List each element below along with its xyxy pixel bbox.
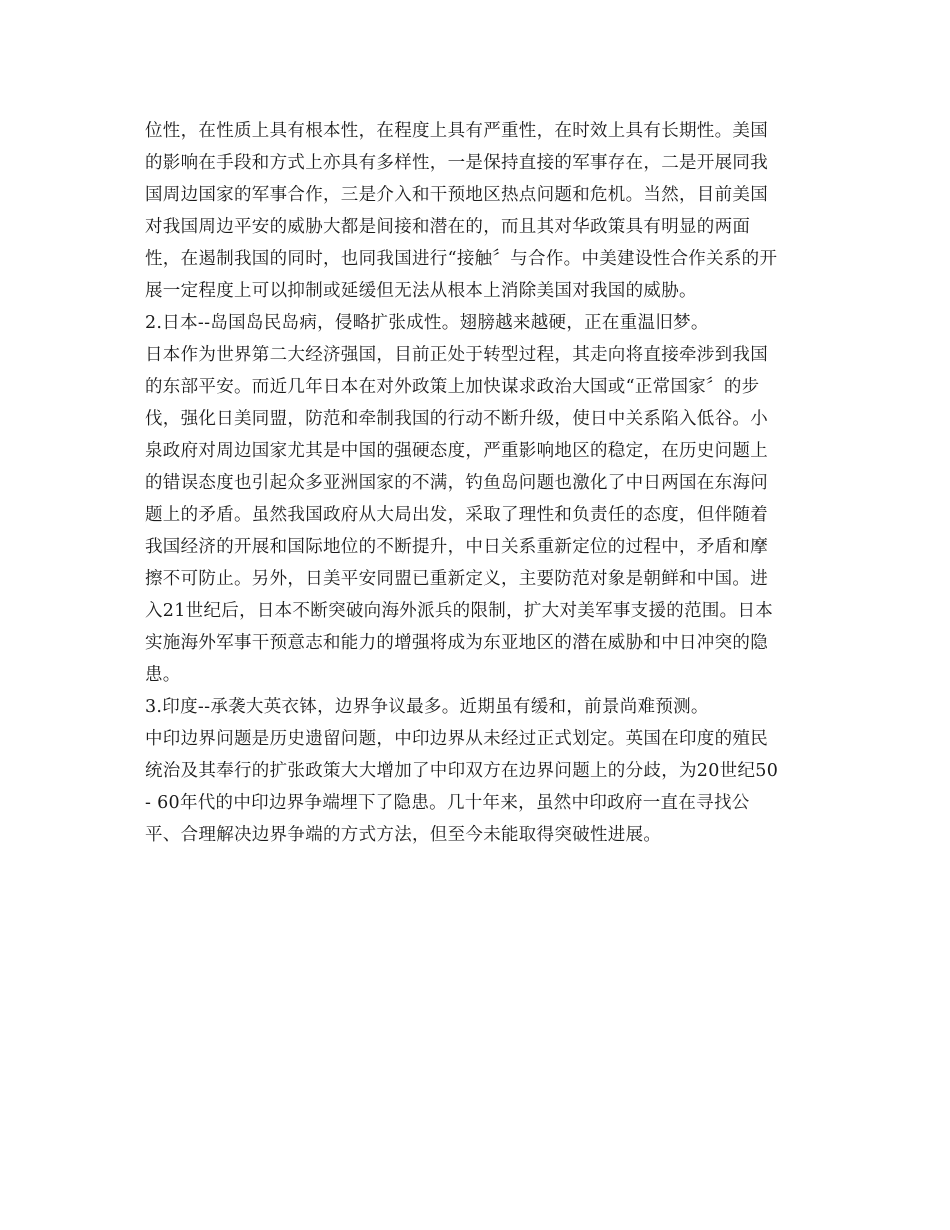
- text-line: 位性，在性质上具有根本性，在程度上具有严重性，在时效上具有长期性。美国: [145, 121, 768, 141]
- text-line: 实施海外军事干预意志和能力的增强将成为东亚地区的潜在威胁和中日冲突的隐: [145, 633, 768, 653]
- text-line: 我国经济的开展和国际地位的不断提升，中日关系重新定位的过程中，矛盾和摩: [145, 537, 768, 557]
- text-line: - 60年代的中印边界争端埋下了隐患。几十年来，虽然中印政府一直在寻找公: [145, 793, 750, 813]
- text-line: 的错误态度也引起众多亚洲国家的不满，钓鱼岛问题也激化了中日两国在东海问: [145, 473, 768, 493]
- text-line: 的东部平安。而近几年日本在对外政策上加快谋求政治大国或“正常国家〞的步: [145, 377, 760, 397]
- section-heading-japan: 2.日本--岛国岛民岛病，侵略扩张成性。翅膀越来越硬，正在重温旧梦。: [145, 313, 709, 333]
- text-line: 擦不可防止。另外，日美平安同盟已重新定义，主要防范对象是朝鲜和中国。进: [145, 569, 768, 589]
- text-line: 展一定程度上可以抑制或延缓但无法从根本上消除美国对我国的威胁。: [145, 281, 697, 301]
- text-line: 对我国周边平安的威胁大都是间接和潜在的，而且其对华政策具有明显的两面: [145, 217, 751, 237]
- text-line: 入21世纪后，日本不断突破向海外派兵的限制，扩大对美军事支援的范围。日本: [145, 601, 774, 621]
- text-line: 统治及其奉行的扩张政策大大增加了中印双方在边界问题上的分歧，为20世纪50: [145, 761, 779, 781]
- text-line: 平、合理解决边界争端的方式方法，但至今未能取得突破性进展。: [145, 825, 662, 845]
- text-line: 性，在遏制我国的同时，也同我国进行“接触〞与合作。中美建设性合作关系的开: [145, 249, 778, 269]
- section-heading-india: 3.印度--承袭大英衣钵，边界争议最多。近期虽有缓和，前景尚难预测。: [145, 697, 709, 717]
- text-line: 中印边界问题是历史遗留问题，中印边界从未经过正式划定。英国在印度的殖民: [145, 729, 768, 749]
- text-line: 的影响在手段和方式上亦具有多样性，一是保持直接的军事存在，二是开展同我: [145, 153, 768, 173]
- text-line: 泉政府对周边国家尤其是中国的强硬态度，严重影响地区的稳定，在历史问题上: [145, 441, 768, 461]
- text-line: 患。: [145, 665, 181, 685]
- text-line: 题上的矛盾。虽然我国政府从大局出发，采取了理性和负责任的态度，但伴随着: [145, 505, 768, 525]
- text-line: 日本作为世界第二大经济强国，目前正处于转型过程，其走向将直接牵涉到我国: [145, 345, 768, 365]
- body-text: [145, 115, 815, 851]
- text-line: 国周边国家的军事合作，三是介入和干预地区热点问题和危机。当然，目前美国: [145, 185, 768, 205]
- text-line: 伐，强化日美同盟，防范和牵制我国的行动不断升级，使日中关系陷入低谷。小: [145, 409, 768, 429]
